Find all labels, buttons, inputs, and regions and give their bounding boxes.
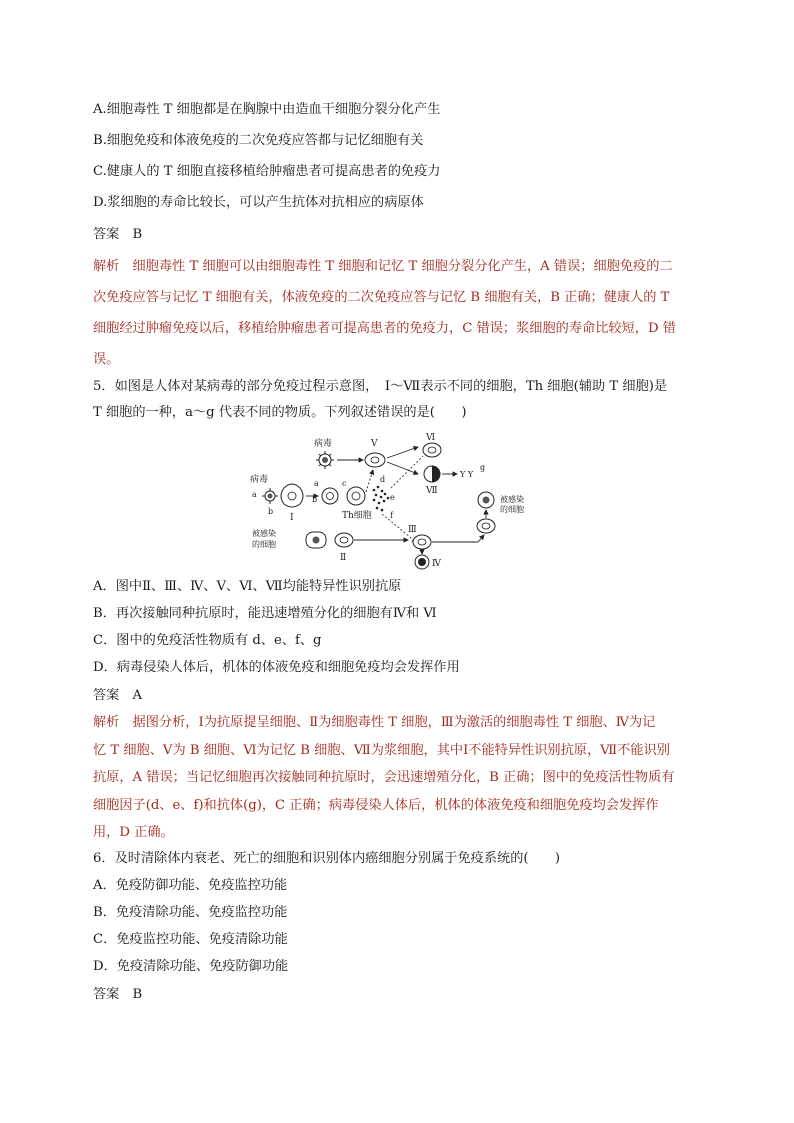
- label-b-mid: b: [312, 495, 318, 504]
- q5-stem-line: T 细胞的一种，a～g 代表不同的物质。下列叙述错误的是( ): [93, 405, 467, 420]
- antibody-icon: Y Y: [460, 470, 474, 479]
- q4-option-d: D.浆细胞的寿命比较长，可以产生抗体对抗相应的病原体: [93, 195, 424, 210]
- label-v: Ⅴ: [371, 439, 378, 449]
- virus-left-icon: [262, 488, 278, 504]
- q5-answer: 答案 A: [93, 688, 143, 703]
- label-c: c: [342, 479, 347, 488]
- infected-right-line2: 的细胞: [500, 505, 524, 514]
- q6-option-c: C．免疫监控功能、免疫清除功能: [93, 932, 288, 947]
- th-cell: [347, 487, 365, 505]
- label-vi: Ⅵ: [426, 433, 436, 443]
- virus-left-label: 病毒: [250, 475, 269, 485]
- q5-option-a: A．图中Ⅱ、Ⅲ、Ⅳ、Ⅴ、Ⅵ、Ⅶ均能特异性识别抗原: [93, 579, 402, 594]
- infected-cell-left: [306, 532, 326, 548]
- label-d: d: [380, 475, 386, 484]
- q4-analysis-line: 细胞经过肿瘤免疫以后，移植给肿瘤患者可提高患者的免疫力，C 错误；浆细胞的寿命比较短，D 错: [93, 321, 676, 336]
- q6-option-b: B．免疫清除功能、免疫监控功能: [93, 905, 288, 920]
- q5-option-b: B．再次接触同种抗原时，能迅速增殖分化的细胞有Ⅳ和 Ⅵ: [93, 606, 437, 621]
- virus-top-label: 病毒: [314, 439, 333, 449]
- label-a-mid: a: [314, 479, 319, 488]
- label-vii: Ⅶ: [426, 486, 438, 496]
- q6-option-a: A．免疫防御功能、免疫监控功能: [93, 878, 288, 893]
- q4-option-c: C.健康人的 T 细胞直接移植给肿瘤患者可提高患者的免疫力: [93, 164, 441, 179]
- label-e: e: [390, 493, 395, 502]
- th-cell-label: Th细胞: [342, 511, 372, 521]
- infected-left-line2: 的细胞: [252, 540, 276, 549]
- cell-iii: [413, 535, 431, 549]
- cytokine-dots: [373, 486, 390, 512]
- virus-top-icon: [316, 451, 334, 469]
- infected-right-line1: 被感染: [500, 495, 524, 504]
- q5-stem-line: 5．如图是人体对某病毒的部分免疫过程示意图， Ⅰ～Ⅶ表示不同的细胞，Th 细胞(辅助 T 细胞)是: [93, 379, 668, 394]
- q5-analysis-line: 用，D 正确。: [93, 825, 174, 840]
- cell-vii: [424, 466, 440, 482]
- q5-analysis-line: 细胞因子(d、e、f)和抗体(g)，C 正确；病毒侵染人体后，机体的体液免疫和细胞免疫均会发挥作: [93, 798, 659, 813]
- infected-left-line1: 被感染: [252, 529, 276, 538]
- q4-answer: 答案 B: [93, 227, 143, 242]
- q5-analysis-line: 抗原，A 错误；当记忆细胞再次接触同种抗原时，会迅速增殖分化，B 正确；图中的免疫活性物质有: [93, 770, 675, 785]
- q6-answer: 答案 B: [93, 987, 143, 1002]
- q4-option-b: B.细胞免疫和体液免疫的二次免疫应答都与记忆细胞有关: [93, 133, 424, 148]
- immune-process-diagram: [248, 430, 548, 570]
- cell-v: [365, 453, 385, 467]
- cell-iv: [415, 555, 429, 569]
- label-f: f: [390, 511, 393, 520]
- label-ii: Ⅱ: [340, 553, 347, 563]
- label-iii: Ⅲ: [408, 525, 417, 535]
- label-a-left: a: [252, 490, 257, 499]
- cell-iii-copy: [477, 519, 495, 533]
- q5-option-d: D．病毒侵染人体后，机体的体液免疫和细胞免疫均会发挥作用: [93, 660, 460, 675]
- infected-cell-right: [478, 492, 494, 508]
- q6-stem: 6．及时清除体内衰老、死亡的细胞和识别体内癌细胞分别属于免疫系统的( ): [93, 851, 561, 866]
- cell-i: [281, 484, 303, 507]
- label-iv: Ⅳ: [432, 559, 441, 569]
- label-g: g: [480, 463, 486, 472]
- q4-analysis-line: 解析 细胞毒性 T 细胞可以由细胞毒性 T 细胞和记忆 T 细胞分裂分化产生，A 错误；细胞免疫的二: [93, 259, 673, 274]
- cell-vi: [423, 443, 441, 457]
- q5-analysis-line: 解析 据图分析，Ⅰ为抗原提呈细胞、Ⅱ为细胞毒性 T 细胞，Ⅲ为激活的细胞毒性 T 细胞、Ⅳ为记: [93, 715, 656, 730]
- cell-b-precursor: [322, 488, 338, 504]
- label-i: Ⅰ: [290, 513, 294, 523]
- cell-ii: [335, 533, 353, 547]
- q5-option-c: C．图中的免疫活性物质有 d、e、f、g: [93, 633, 322, 648]
- q4-option-a: A.细胞毒性 T 细胞都是在胸腺中由造血干细胞分裂分化产生: [93, 102, 441, 117]
- q5-analysis-line: 忆 T 细胞、Ⅴ为 B 细胞、Ⅵ为记忆 B 细胞、Ⅶ为浆细胞，其中Ⅰ不能特异性识别抗原，Ⅶ不能识别: [93, 743, 670, 758]
- q4-analysis-line: 次免疫应答与记忆 T 细胞有关，体液免疫的二次免疫应答与记忆 B 细胞有关，B 正确；健康人的 T: [93, 290, 670, 305]
- q6-option-d: D．免疫清除功能、免疫防御功能: [93, 959, 289, 974]
- label-b-left: b: [268, 507, 274, 516]
- q4-analysis-line: 误。: [93, 352, 120, 367]
